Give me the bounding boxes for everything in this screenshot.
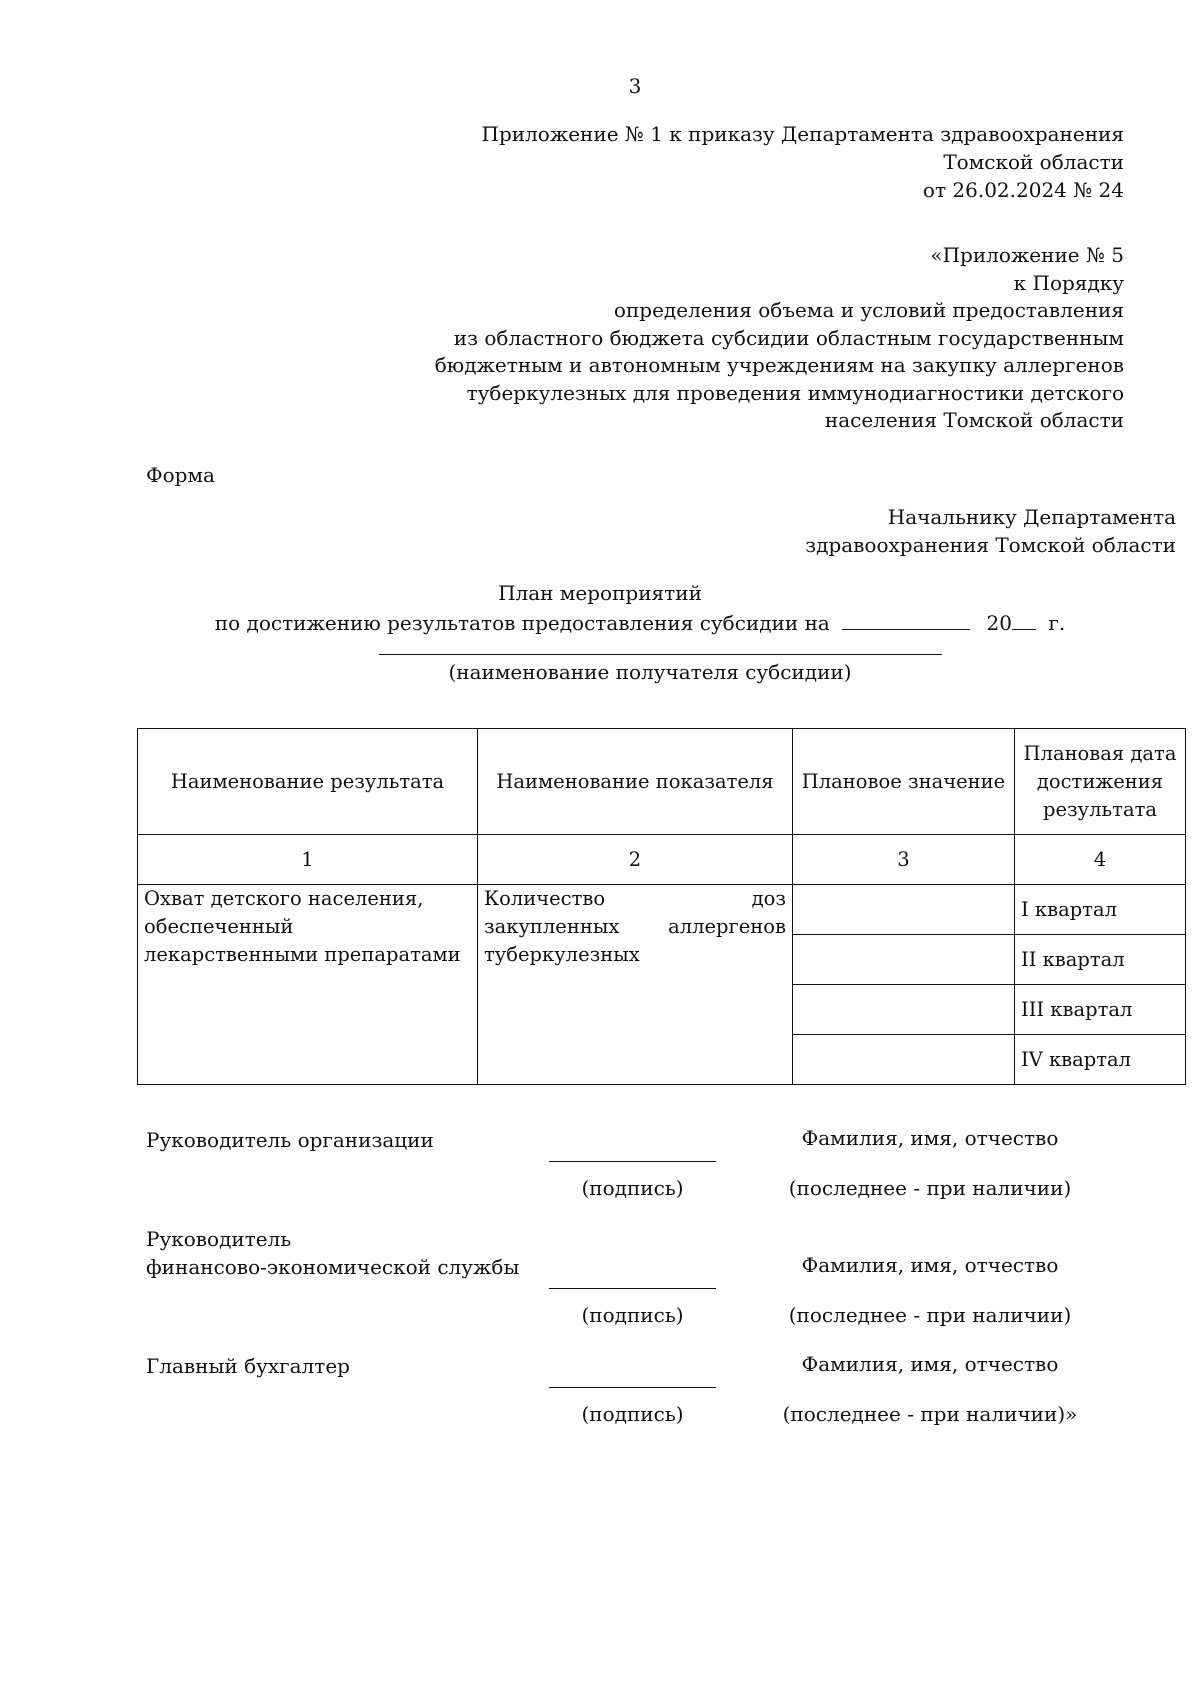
column-number: 3 — [793, 835, 1015, 885]
order-appendix-line: населения Томской области — [824, 408, 1124, 432]
header-planned-value: Плановое значение — [793, 729, 1015, 835]
appendix-header-line: от 26.02.2024 № 24 — [922, 178, 1124, 202]
column-number: 2 — [478, 835, 793, 885]
signature-caption: (подпись) — [581, 1402, 684, 1426]
signatory-label: финансово-экономической службы — [146, 1255, 520, 1279]
signature-caption: (подпись) — [581, 1176, 684, 1200]
order-appendix-line: бюджетным и автономным учреждениям на закупку аллергенов — [434, 353, 1124, 377]
quarter-cell: III квартал — [1015, 985, 1186, 1035]
signature-caption: (подпись) — [581, 1303, 684, 1327]
planned-value-cell[interactable] — [793, 985, 1015, 1035]
fio-note: (последнее - при наличии)» — [782, 1402, 1078, 1426]
year-blank-field[interactable] — [1012, 611, 1036, 630]
header-planned-date: Плановая дата достижения результата — [1015, 729, 1186, 835]
planned-value-cell[interactable] — [793, 935, 1015, 985]
year-suffix: г. — [1048, 611, 1066, 635]
header-indicator: Наименование показателя — [478, 729, 793, 835]
addressee — [805, 503, 1176, 559]
fio-label: Фамилия, имя, отчество — [801, 1253, 1059, 1277]
order-appendix-line: определения объема и условий предоставления — [613, 298, 1124, 322]
plan-title — [0, 578, 1200, 638]
quarter-cell: II квартал — [1015, 935, 1186, 985]
year-prefix: 20 — [986, 611, 1012, 635]
plan-title-line1: План мероприятий — [498, 581, 702, 605]
planned-value-cell[interactable] — [793, 1035, 1015, 1085]
signatory-label: Руководитель организации — [146, 1128, 434, 1152]
appendix-header — [482, 120, 1125, 204]
fio-label: Фамилия, имя, отчество — [801, 1126, 1059, 1150]
recipient-name-field[interactable] — [379, 654, 942, 655]
signatory-label: Главный бухгалтер — [146, 1354, 350, 1378]
fio-note: (последнее - при наличии) — [788, 1303, 1072, 1327]
plan-title-prefix: по достижению результатов предоставления субсидии на — [214, 611, 830, 635]
signature-field[interactable] — [549, 1288, 716, 1289]
table-row — [138, 885, 1186, 935]
order-appendix-line: «Приложение № 5 — [930, 243, 1124, 267]
header-result: Наименование результата — [138, 729, 478, 835]
planned-value-cell[interactable] — [793, 885, 1015, 935]
addressee-line: Начальнику Департамента — [887, 505, 1176, 529]
fio-label: Фамилия, имя, отчество — [801, 1352, 1059, 1376]
order-appendix-block — [435, 242, 1124, 435]
quarter-cell: I квартал — [1015, 885, 1186, 935]
column-number: 4 — [1015, 835, 1186, 885]
order-appendix-line: из областного бюджета субсидии областным государственным — [453, 325, 1124, 350]
signature-field[interactable] — [549, 1387, 716, 1388]
appendix-header-line: Томской области — [943, 150, 1124, 174]
plan-table — [137, 728, 1186, 1085]
table-number-row — [138, 835, 1186, 885]
order-appendix-line: к Порядку — [1013, 270, 1124, 295]
quarter-cell: IV квартал — [1015, 1035, 1186, 1085]
page-number: 3 — [628, 74, 642, 98]
signature-field[interactable] — [549, 1161, 716, 1162]
order-appendix-line: туберкулезных для проведения иммунодиагностики детского — [466, 380, 1124, 405]
indicator-cell: Количество доз закупленных аллергенов туберкулезных — [478, 885, 793, 1085]
signatory-label: Руководитель — [146, 1227, 292, 1251]
recipient-caption: (наименование получателя субсидии) — [448, 660, 852, 684]
plan-title-line2 — [0, 608, 1200, 638]
fio-note: (последнее - при наличии) — [788, 1176, 1072, 1200]
appendix-header-line: Приложение № 1 к приказу Департамента здравоохранения — [481, 122, 1124, 146]
form-label: Форма — [146, 463, 215, 487]
column-number: 1 — [138, 835, 478, 885]
result-cell: Охват детского населения, обеспеченный лекарственными препаратами — [138, 885, 478, 1085]
period-blank-field[interactable] — [842, 611, 970, 630]
addressee-line: здравоохранения Томской области — [805, 533, 1176, 557]
table-header-row — [138, 729, 1186, 835]
